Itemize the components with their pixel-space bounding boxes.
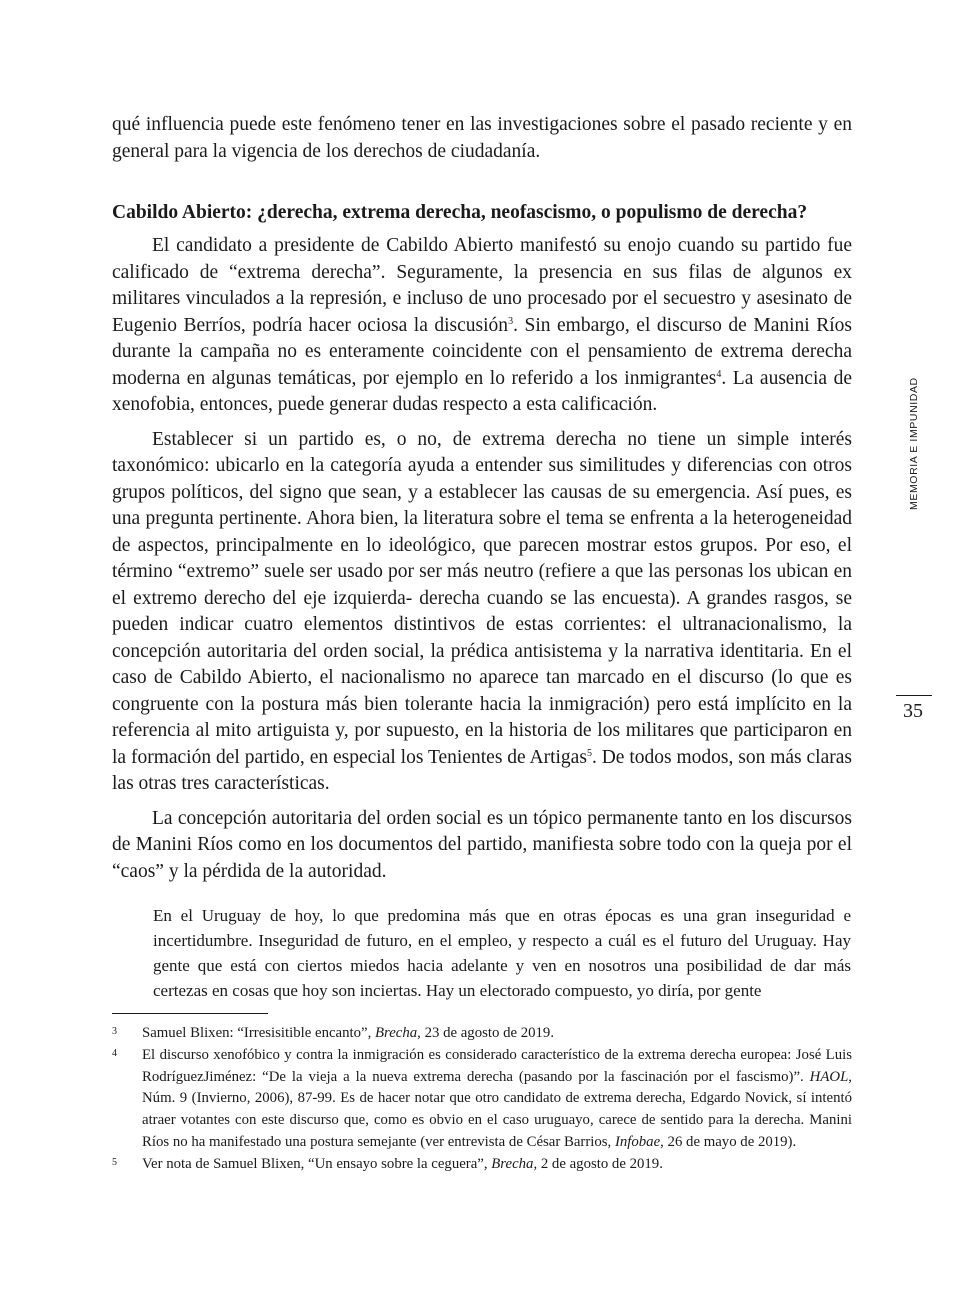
page-number: 35 [903,700,923,722]
footnote-separator [112,1013,268,1014]
footnote-text: El discurso xenofóbico y contra la inmigración es considerado característico de la extrema derecha europea: José Luis RodríguezJiménez: “De la vieja a la nueva extrema derecha (pasando por la fascinación por el fascismo)”. [142,1046,852,1085]
footnote-ref[interactable]: 5 [586,747,592,759]
footnote-number: 4 [112,1047,117,1059]
section-heading: Cabildo Abierto: ¿derecha, extrema derecha, neofascismo, o populismo de derecha? [112,202,808,223]
footnote-text: , 23 de agosto de 2019. [417,1025,555,1041]
footnote-source: HAOL [809,1068,849,1085]
footnote-text: , 2 de agosto de 2019. [533,1155,663,1172]
paragraph: La concepción autoritaria del orden social es un tópico permanente tanto en los discursos de Manini Ríos como en los documentos del partido, manifiesta sobre todo con la queja por el “caos” y la pérdida de la autoridad. [112,807,852,882]
paragraph-text: . La ausencia de xenofobia, entonces, puede generar dudas respecto a esta calificación. [112,367,852,415]
paragraph [112,233,852,419]
footnote-text: Samuel Blixen: “Irresisitible encanto”, [142,1025,375,1041]
paragraph-text: . Sin embargo, el discurso de Manini Ríos durante la campaña no es enteramente coincidente con el pensamiento de extrema derecha moderna en algunas temáticas, por ejemplo en lo referido a los inmigrantes [112,314,852,389]
block-quote: En el Uruguay de hoy, lo que predomina más que en otras épocas es una gran inseguridad e incertidumbre. Inseguridad de futuro, en el empleo, y respecto a cuál es el futuro del Uruguay. Hay gente que está con ciertos miedos hacia adelante y ven en nosotros una posibilidad de dar más certezas en cosas que hoy son inciertas. Hay un electorado compuesto, yo diría, por gente [153,906,851,1000]
footnote [112,1154,852,1176]
paragraph-text: El candidato a presidente de Cabildo Abierto manifestó su enojo cuando su partido fue calificado de “extrema derecha”. Seguramente, la presencia en sus filas de algunos ex militares vinculados a la represión, e incluso de uno procesado por el secuestro y asesinato de Eugenio Berríos, podría hacer ociosa la discusión [112,235,852,336]
footnote-text: , Núm. 9 (Invierno, 2006), 87-99. Es de hacer notar que otro candidato de extrema derecha, Edgardo Novick, sí intentó atraer votantes con este discurso que, como es obvio en el caso uruguayo, carece de sentido para la derecha. Manini Ríos no ha manifestado una postura semejante (ver entrevista de César Barrios, [142,1068,852,1150]
footnotes [112,1023,852,1176]
footnote [112,1023,852,1045]
footnote-source: Brecha [491,1155,534,1172]
paragraph-text: Establecer si un partido es, o no, de extrema derecha no tiene un simple interés taxonómico: ubicarlo en la categoría ayuda a entender sus similitudes y diferencias con otros grupos políticos, del signo que sean, y a establecer las causas de su emergencia. Así pues, es una pregunta pertinente. Ahora bien, la literatura sobre el tema se enfrenta a la heterogeneidad de aspectos, principalmente en lo ideológico, que parecen mostrar estos grupos. Por eso, el término “extremo” suele ser usado por ser más neutro (refiere a que las personas los ubican en el extremo derecho del eje izquierda- derecha cuando se las encuesta). A grandes rasgos, se pueden indicar cuatro elementos distintivos de estas corrientes: el ultranacionalismo, la concepción autoritaria del orden social, la prédica antisistema y la narrativa identitaria. En el caso de Cabildo Abierto, el nacionalismo no aparece tan marcado en el discurso (lo que es congruente con la postura más bien tolerante hacia la inmigración) pero está implícito en la referencia al mito artiguista y, por supuesto, en la historia de los militares que participaron en la formación del partido, en especial los Tenientes de Artigas [112,428,852,768]
paragraph-text: . De todos modos, son más claras las otras tres características. [112,746,852,794]
footnote-number: 5 [112,1156,117,1168]
footnote [112,1045,852,1154]
paragraph [112,427,852,798]
page-number-rule [896,695,932,696]
footnote-ref[interactable]: 3 [508,315,514,327]
running-title: MEMORIA E IMPUNIDAD [908,377,920,510]
footnote-text: Ver nota de Samuel Blixen, “Un ensayo sobre la ceguera”, [142,1155,492,1172]
footnote-source: Brecha [374,1025,418,1041]
footnote-source: Infobae [614,1133,661,1150]
lead-paragraph: qué influencia puede este fenómeno tener en las investigaciones sobre el pasado reciente y en general para la vigencia de los derechos de ciudadanía. [112,114,852,162]
footnote-text: , 26 de mayo de 2019). [660,1133,797,1150]
footnote-ref[interactable]: 4 [716,368,722,380]
body-text [112,233,852,893]
footnote-number: 3 [112,1026,117,1037]
